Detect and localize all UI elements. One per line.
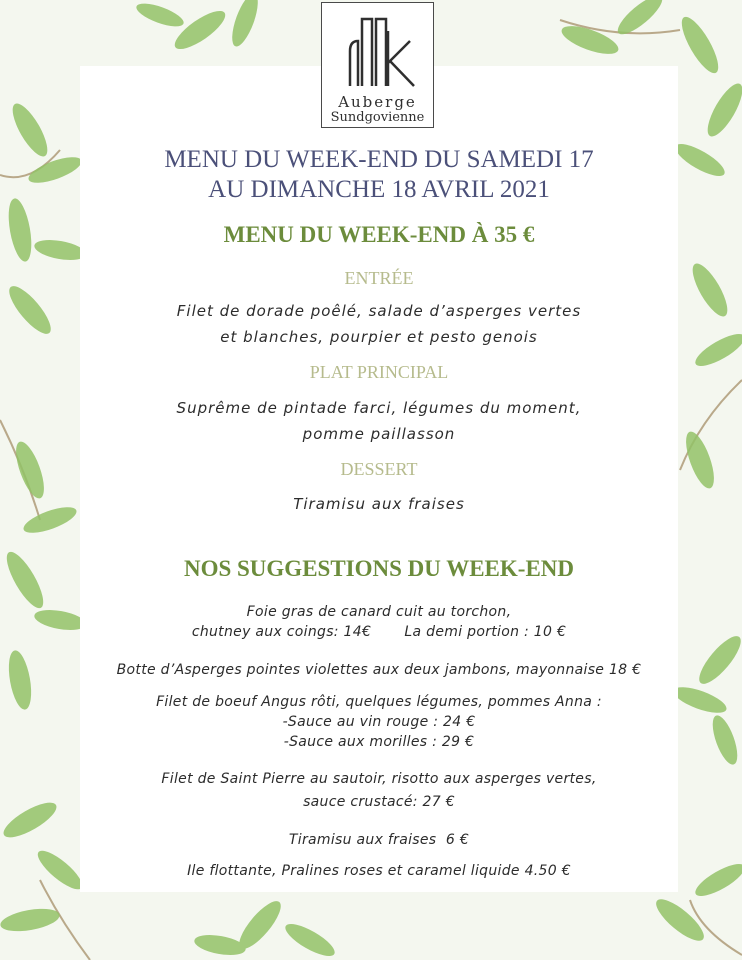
page-title-line-2: AU DIMANCHE 18 AVRIL 2021 xyxy=(208,176,550,203)
suggestion-saint-pierre-line-1: Filet de Saint Pierre au sautoir, risotto aux asperges vertes, xyxy=(161,771,597,787)
starter-label: ENTRÉE xyxy=(344,268,414,288)
suggestion-saint-pierre-line-2: sauce crustacé: 27 € xyxy=(303,794,455,810)
main-course-line-1: Suprême de pintade farci, légumes du moment, xyxy=(176,399,582,417)
dessert-line-1: Tiramisu aux fraises xyxy=(293,495,465,513)
dessert-label: DESSERT xyxy=(340,459,418,479)
logo-line-2: Sundgovienne xyxy=(330,110,425,125)
suggestion-tiramisu: Tiramisu aux fraises 6 € xyxy=(288,832,470,848)
page-title-line-1: MENU DU WEEK-END DU SAMEDI 17 xyxy=(164,146,594,173)
suggestion-ile-flottante: Ile flottante, Pralines roses et caramel liquide 4.50 € xyxy=(187,863,571,879)
starter-line-2: et blanches, pourpier et pesto genois xyxy=(220,328,538,346)
suggestion-foie-gras-line-2: chutney aux coings: 14€ La demi portion : 10 € xyxy=(191,624,567,640)
suggestion-boeuf-line-1: Filet de boeuf Angus rôti, quelques légumes, pommes Anna : xyxy=(156,694,602,710)
suggestion-boeuf-line-2: -Sauce au vin rouge : 24 € xyxy=(282,714,476,730)
suggestion-asperges: Botte d’Asperges pointes violettes aux deux jambons, mayonnaise 18 € xyxy=(116,662,642,678)
restaurant-logo xyxy=(321,2,434,128)
starter-line-1: Filet de dorade poêlé, salade d’asperges vertes xyxy=(176,302,582,320)
logo-line-1: Auberge xyxy=(338,93,417,111)
menu-heading: MENU DU WEEK-END À 35 € xyxy=(223,222,535,247)
suggestion-boeuf-line-3: -Sauce aux morilles : 29 € xyxy=(283,734,475,750)
main-course-label: PLAT PRINCIPAL xyxy=(309,362,449,382)
suggestion-foie-gras-line-1: Foie gras de canard cuit au torchon, xyxy=(246,604,512,620)
main-course-line-2: pomme paillasson xyxy=(302,425,456,443)
logo-monogram-icon xyxy=(330,11,425,91)
suggestions-heading: NOS SUGGESTIONS DU WEEK-END xyxy=(183,556,575,581)
